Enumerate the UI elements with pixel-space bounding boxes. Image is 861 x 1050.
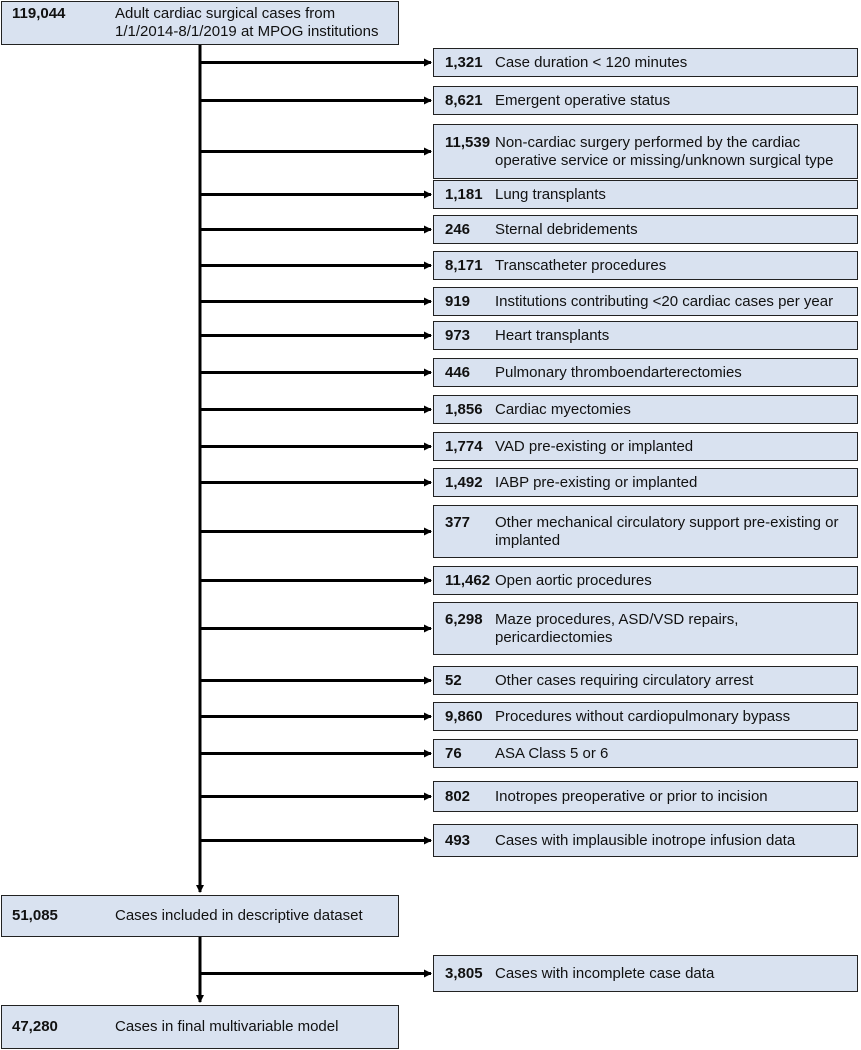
description-line: Heart transplants bbox=[495, 327, 610, 344]
exclusion-box bbox=[433, 48, 858, 77]
incomplete-data-exclusion-box bbox=[433, 955, 858, 992]
case-count: 8,621 bbox=[445, 92, 483, 109]
case-count: 3,805 bbox=[445, 965, 483, 982]
case-count: 1,492 bbox=[445, 474, 483, 491]
exclusion-box bbox=[433, 251, 858, 280]
description-line: VAD pre-existing or implanted bbox=[495, 438, 694, 455]
exclusion-box bbox=[433, 180, 858, 209]
description-line: ASA Class 5 or 6 bbox=[495, 745, 609, 762]
case-count: 246 bbox=[445, 221, 471, 238]
case-count: 802 bbox=[445, 788, 471, 805]
case-count: 973 bbox=[445, 327, 471, 344]
case-count: 493 bbox=[445, 832, 471, 849]
description-line: Maze procedures, ASD/VSD repairs, bbox=[495, 611, 739, 628]
case-count: 1,321 bbox=[445, 54, 483, 71]
exclusion-box bbox=[433, 505, 858, 558]
description-line: Other mechanical circulatory support pre-existing or bbox=[495, 514, 839, 531]
description-line: IABP pre-existing or implanted bbox=[495, 474, 698, 491]
description-line: Non-cardiac surgery performed by the cardiac bbox=[495, 134, 801, 151]
exclusion-box bbox=[433, 566, 858, 595]
exclusion-box bbox=[433, 702, 858, 731]
case-count: 11,462 bbox=[445, 572, 491, 589]
exclusion-box bbox=[433, 781, 858, 812]
description-line: Case duration < 120 minutes bbox=[495, 54, 688, 71]
description-line: Sternal debridements bbox=[495, 221, 638, 238]
case-count: 9,860 bbox=[445, 708, 483, 725]
description-line: Pulmonary thromboendarterectomies bbox=[495, 364, 742, 381]
case-count: 446 bbox=[445, 364, 471, 381]
descriptive-dataset-box bbox=[1, 895, 399, 937]
case-count: 377 bbox=[445, 514, 471, 531]
exclusion-box bbox=[433, 321, 858, 350]
description-line: implanted bbox=[495, 532, 561, 549]
exclusion-box bbox=[433, 602, 858, 655]
description-line: Cases in final multivariable model bbox=[115, 1018, 339, 1035]
case-count: 1,181 bbox=[445, 186, 483, 203]
description-line: Open aortic procedures bbox=[495, 572, 652, 589]
exclusion-box bbox=[433, 432, 858, 461]
case-count: 47,280 bbox=[12, 1018, 58, 1035]
description-line: pericardiectomies bbox=[495, 629, 613, 646]
description-line: operative service or missing/unknown surgical type bbox=[495, 152, 834, 169]
exclusion-box bbox=[433, 824, 858, 857]
case-count: 52 bbox=[445, 672, 462, 689]
case-count: 1,856 bbox=[445, 401, 483, 418]
case-count: 1,774 bbox=[445, 438, 483, 455]
start-box bbox=[1, 1, 399, 45]
description-line: Adult cardiac surgical cases from bbox=[115, 5, 336, 22]
case-count: 11,539 bbox=[445, 134, 491, 151]
final-model-box bbox=[1, 1005, 399, 1049]
exclusion-box bbox=[433, 86, 858, 115]
case-count: 119,044 bbox=[12, 5, 66, 22]
exclusion-box bbox=[433, 358, 858, 387]
description-line: Cardiac myectomies bbox=[495, 401, 631, 418]
case-count: 51,085 bbox=[12, 907, 58, 924]
description-line: Procedures without cardiopulmonary bypass bbox=[495, 708, 791, 725]
description-line: Emergent operative status bbox=[495, 92, 671, 109]
exclusion-box bbox=[433, 739, 858, 768]
exclusion-box bbox=[433, 124, 858, 179]
description-line: Other cases requiring circulatory arrest bbox=[495, 672, 754, 689]
case-count: 76 bbox=[445, 745, 462, 762]
case-count: 6,298 bbox=[445, 611, 483, 628]
case-count: 8,171 bbox=[445, 257, 483, 274]
exclusion-box bbox=[433, 287, 858, 316]
case-count: 919 bbox=[445, 293, 471, 310]
exclusion-box bbox=[433, 215, 858, 244]
description-line: Lung transplants bbox=[495, 186, 606, 203]
exclusion-box bbox=[433, 666, 858, 695]
description-line: Inotropes preoperative or prior to incision bbox=[495, 788, 768, 805]
exclusion-box bbox=[433, 468, 858, 497]
description-line: Institutions contributing <20 cardiac cases per year bbox=[495, 293, 834, 310]
description-line: Transcatheter procedures bbox=[495, 257, 667, 274]
description-line: Cases with implausible inotrope infusion data bbox=[495, 832, 796, 849]
description-line: Cases included in descriptive dataset bbox=[115, 907, 363, 924]
description-line: Cases with incomplete case data bbox=[495, 965, 715, 982]
description-line: 1/1/2014-8/1/2019 at MPOG institutions bbox=[115, 23, 379, 40]
exclusion-box bbox=[433, 395, 858, 424]
